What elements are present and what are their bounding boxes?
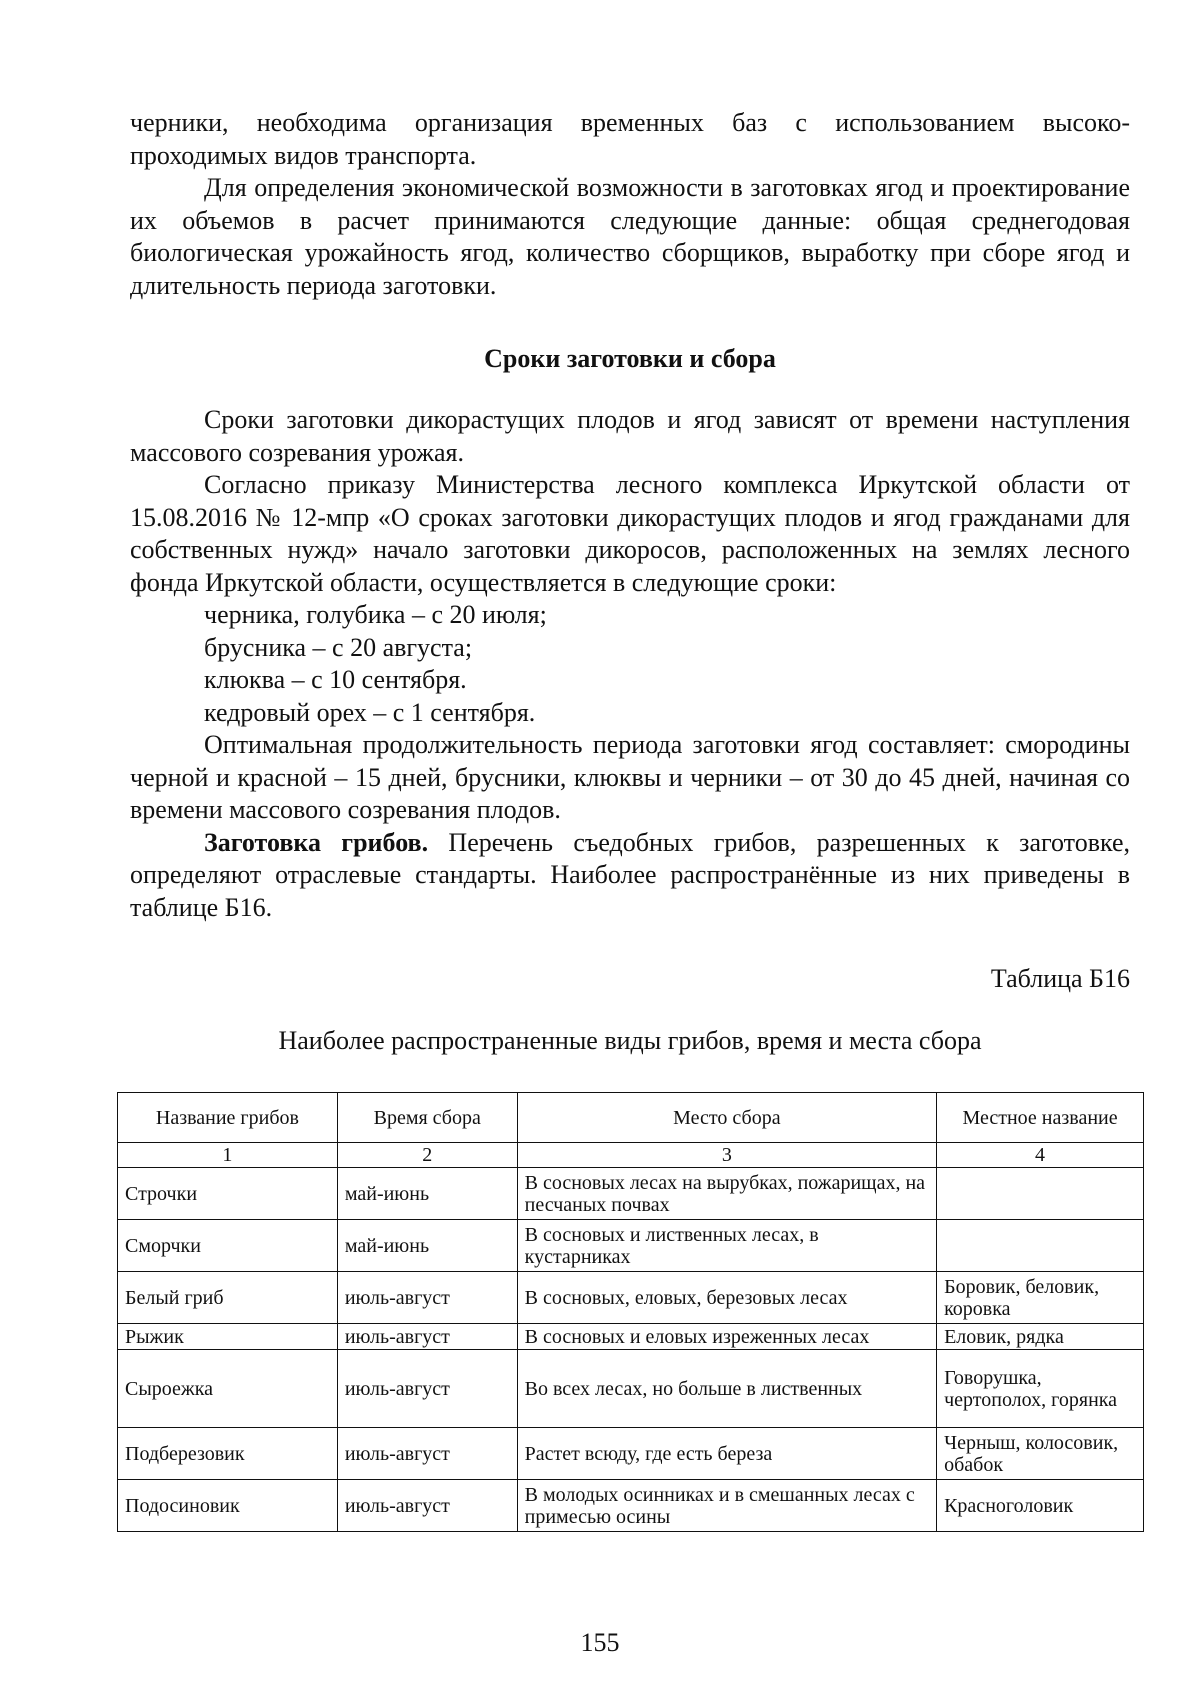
column-number: 1 xyxy=(118,1143,338,1168)
header-place: Место сбора xyxy=(517,1093,936,1143)
table-row xyxy=(118,1480,1144,1532)
cell-place: Растет всюду, где есть береза xyxy=(517,1428,936,1480)
list-item: кедровый орех – с 1 сентября. xyxy=(204,697,536,727)
body-paragraph-4-text: Перечень съедобных грибов, разрешенных к заготовке, определяют отраслевые стандарты. Наиболее распространённые из них приведены в таблице Б16. xyxy=(130,827,1130,922)
cell-local-name: Красноголовик xyxy=(937,1480,1144,1532)
table-row xyxy=(118,1220,1144,1272)
bold-lead: Заготовка грибов. xyxy=(204,827,429,857)
cell-time: июль-август xyxy=(337,1350,517,1428)
cell-time: май-июнь xyxy=(337,1220,517,1272)
cell-place: В сосновых и лиственных лесах, в кустарниках xyxy=(517,1220,936,1272)
table-row xyxy=(118,1168,1144,1220)
body-paragraph-2: Согласно приказу Министерства лесного комплекса Иркутской области от 15.08.2016 № 12-мпр «О сроках заготовки дикорастущих плодов и ягод гражданами для собственных нужд» начало заготовки дикоросов, расположенных на землях лесного фонда Иркутской области, осуществляется в следующие сроки: xyxy=(130,470,1130,597)
cell-local-name: Говорушка, чертополох, горянка xyxy=(937,1350,1144,1428)
cell-name: Сморчки xyxy=(118,1220,338,1272)
header-name: Название грибов xyxy=(118,1093,338,1143)
intro-paragraph-line1: черники, необходима организация временных баз с использованием высоко- xyxy=(130,108,1130,137)
cell-local-name: Еловик, рядка xyxy=(937,1324,1144,1350)
table-title: Наиболее распространенные виды грибов, время и места сбора xyxy=(278,1026,982,1055)
column-number: 4 xyxy=(937,1143,1144,1168)
header-time: Время сбора xyxy=(337,1093,517,1143)
intro-paragraph-2: Для определения экономической возможности в заготовках ягод и проектирование их объемов в расчет принимаются следующие данные: общая среднегодовая биологическая урожайность ягод, количество сборщиков, выработку при сборе ягод и длительность периода заготовки. xyxy=(130,173,1130,300)
body-paragraph-1: Сроки заготовки дикорастущих плодов и ягод зависят от времени наступления массового созревания урожая. xyxy=(130,405,1130,467)
cell-place: Во всех лесах, но больше в лиственных xyxy=(517,1350,936,1428)
body-text xyxy=(130,404,1130,924)
list-item: клюква – с 10 сентября. xyxy=(204,665,467,694)
cell-local-name xyxy=(937,1168,1144,1220)
cell-name: Строчки xyxy=(118,1168,338,1220)
page-number: 155 xyxy=(580,1628,620,1657)
cell-time: июль-август xyxy=(337,1428,517,1480)
column-number: 3 xyxy=(517,1143,936,1168)
cell-time: июль-август xyxy=(337,1324,517,1350)
cell-time: май-июнь xyxy=(337,1168,517,1220)
list-item: черника, голубика – с 20 июля; xyxy=(204,600,547,629)
cell-place: В сосновых, еловых, березовых лесах xyxy=(517,1272,936,1324)
cell-name: Белый гриб xyxy=(118,1272,338,1324)
column-number: 2 xyxy=(337,1143,517,1168)
section-heading: Сроки заготовки и сбора xyxy=(484,344,776,373)
cell-name: Подберезовик xyxy=(118,1428,338,1480)
table-number-row xyxy=(118,1143,1144,1168)
table-label: Таблица Б16 xyxy=(990,964,1130,993)
table-row xyxy=(118,1428,1144,1480)
table-header-row xyxy=(118,1093,1144,1143)
table-row xyxy=(118,1324,1144,1350)
cell-time: июль-август xyxy=(337,1272,517,1324)
intro-text xyxy=(130,107,1130,302)
cell-time: июль-август xyxy=(337,1480,517,1532)
list-item: брусника – с 20 августа; xyxy=(204,632,473,662)
header-local-name: Местное название xyxy=(937,1093,1144,1143)
cell-name: Подосиновик xyxy=(118,1480,338,1532)
cell-place: В молодых осинниках и в смешанных лесах с примесью осины xyxy=(517,1480,936,1532)
body-paragraph-3: Оптимальная продолжительность периода заготовки ягод составляет: смородины черной и красной – 15 дней, брусники, клюквы и черники – от 30 до 45 дней, начиная со времени массового созревания плодов. xyxy=(130,730,1130,824)
cell-name: Сыроежка xyxy=(118,1350,338,1428)
cell-local-name: Боровик, беловик, коровка xyxy=(937,1272,1144,1324)
cell-local-name: Черныш, колосовик, обабок xyxy=(937,1428,1144,1480)
cell-local-name xyxy=(937,1220,1144,1272)
cell-place: В сосновых и еловых изреженных лесах xyxy=(517,1324,936,1350)
cell-name: Рыжик xyxy=(118,1324,338,1350)
body-paragraph-4 xyxy=(130,827,1130,925)
cell-place: В сосновых лесах на вырубках, пожарищах, на песчаных почвах xyxy=(517,1168,936,1220)
table-row xyxy=(118,1272,1144,1324)
intro-paragraph-line2: проходимых видов транспорта. xyxy=(130,140,477,170)
table-row xyxy=(118,1350,1144,1428)
mushroom-table xyxy=(117,1092,1144,1532)
